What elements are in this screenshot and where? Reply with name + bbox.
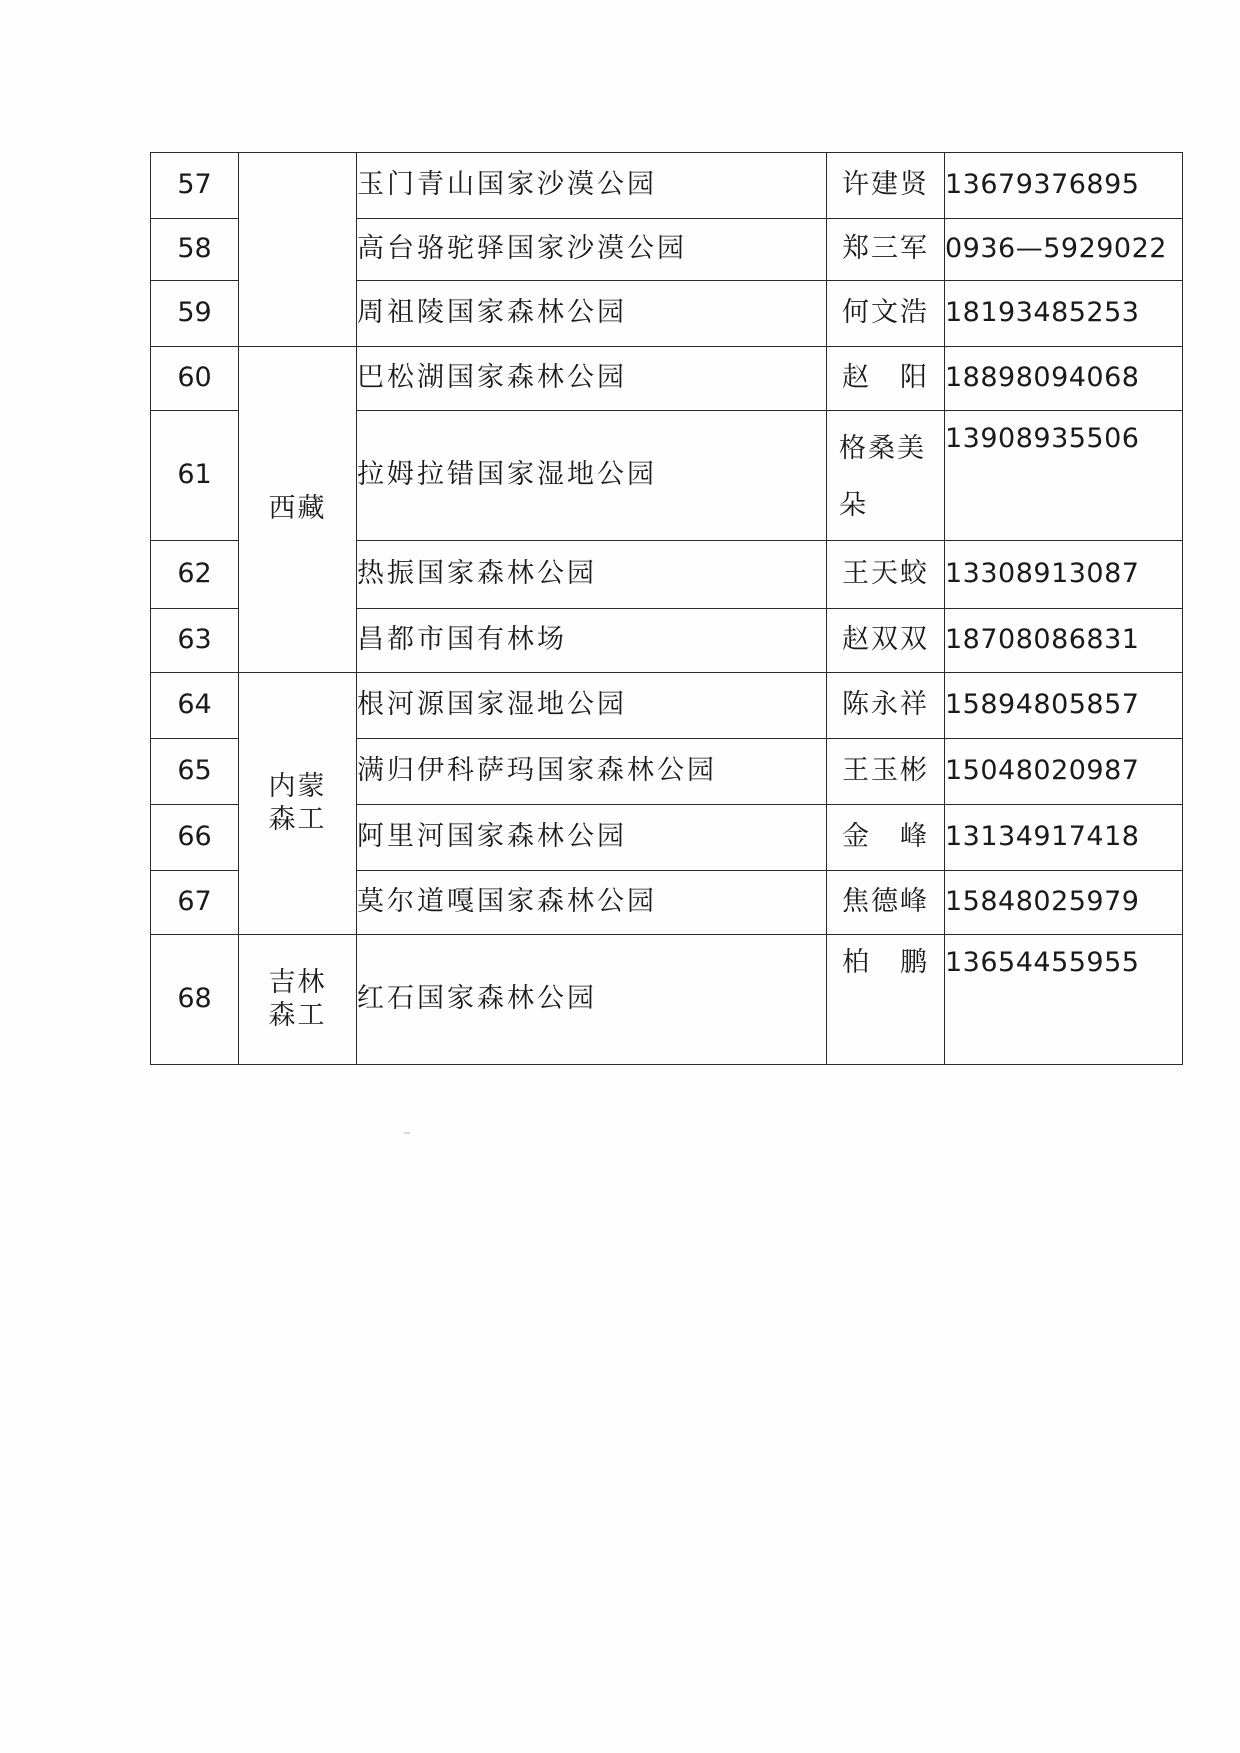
row-number: 68 — [151, 935, 239, 1065]
park-contact-table — [150, 152, 1183, 1065]
table-row — [151, 153, 1183, 219]
contact-person: 何文浩 — [827, 281, 945, 347]
row-number: 67 — [151, 871, 239, 935]
contact-phone: 18898094068 — [945, 347, 1183, 411]
park-name: 莫尔道嘎国家森林公园 — [357, 871, 827, 935]
contact-person: 许建贤 — [827, 153, 945, 219]
region-label: 西藏 — [268, 493, 327, 525]
contact-person: 金 峰 — [827, 805, 945, 871]
contact-person-text: 格桑美朵 — [839, 432, 926, 521]
park-name: 根河源国家湿地公园 — [357, 673, 827, 739]
contact-phone: 13908935506 — [945, 411, 1183, 541]
park-name: 满归伊科萨玛国家森林公园 — [357, 739, 827, 805]
contact-phone: 0936—5929022 — [945, 219, 1183, 281]
contact-person — [827, 411, 945, 541]
row-number: 61 — [151, 411, 239, 541]
contact-person: 王玉彬 — [827, 739, 945, 805]
park-name: 玉门青山国家沙漠公园 — [357, 153, 827, 219]
region-jilin — [239, 935, 357, 1065]
contact-phone: 18708086831 — [945, 609, 1183, 673]
contact-person: 赵 阳 — [827, 347, 945, 411]
row-number: 62 — [151, 541, 239, 609]
table-row — [151, 347, 1183, 411]
row-number: 66 — [151, 805, 239, 871]
contact-person: 柏 鹏 — [827, 935, 945, 1065]
contact-phone: 13134917418 — [945, 805, 1183, 871]
row-number: 65 — [151, 739, 239, 805]
park-name: 热振国家森林公园 — [357, 541, 827, 609]
table-row — [151, 673, 1183, 739]
row-number: 60 — [151, 347, 239, 411]
park-name: 高台骆驼驿国家沙漠公园 — [357, 219, 827, 281]
contact-person: 焦德峰 — [827, 871, 945, 935]
park-name: 昌都市国有林场 — [357, 609, 827, 673]
contact-phone: 15048020987 — [945, 739, 1183, 805]
contact-phone: 13654455955 — [945, 935, 1183, 1065]
row-number: 57 — [151, 153, 239, 219]
region-xizang — [239, 347, 357, 673]
park-name: 红石国家森林公园 — [357, 935, 827, 1065]
region-label: 吉林森工 — [268, 967, 327, 1031]
contact-person: 郑三军 — [827, 219, 945, 281]
contact-phone: 13679376895 — [945, 153, 1183, 219]
park-name: 阿里河国家森林公园 — [357, 805, 827, 871]
park-name: 周祖陵国家森林公园 — [357, 281, 827, 347]
park-name: 巴松湖国家森林公园 — [357, 347, 827, 411]
park-name: 拉姆拉错国家湿地公园 — [357, 411, 827, 541]
region-label: 内蒙森工 — [268, 771, 327, 835]
contact-phone: 18193485253 — [945, 281, 1183, 347]
contact-person: 王天蛟 — [827, 541, 945, 609]
table-row — [151, 935, 1183, 1065]
contact-phone: 15848025979 — [945, 871, 1183, 935]
region-neimeng — [239, 673, 357, 935]
contact-person: 赵双双 — [827, 609, 945, 673]
region-cell-empty — [239, 153, 357, 347]
row-number: 64 — [151, 673, 239, 739]
row-number: 59 — [151, 281, 239, 347]
contact-person: 陈永祥 — [827, 673, 945, 739]
contact-phone: 13308913087 — [945, 541, 1183, 609]
contact-phone: 15894805857 — [945, 673, 1183, 739]
scan-speck — [404, 1132, 410, 1134]
row-number: 58 — [151, 219, 239, 281]
row-number: 63 — [151, 609, 239, 673]
